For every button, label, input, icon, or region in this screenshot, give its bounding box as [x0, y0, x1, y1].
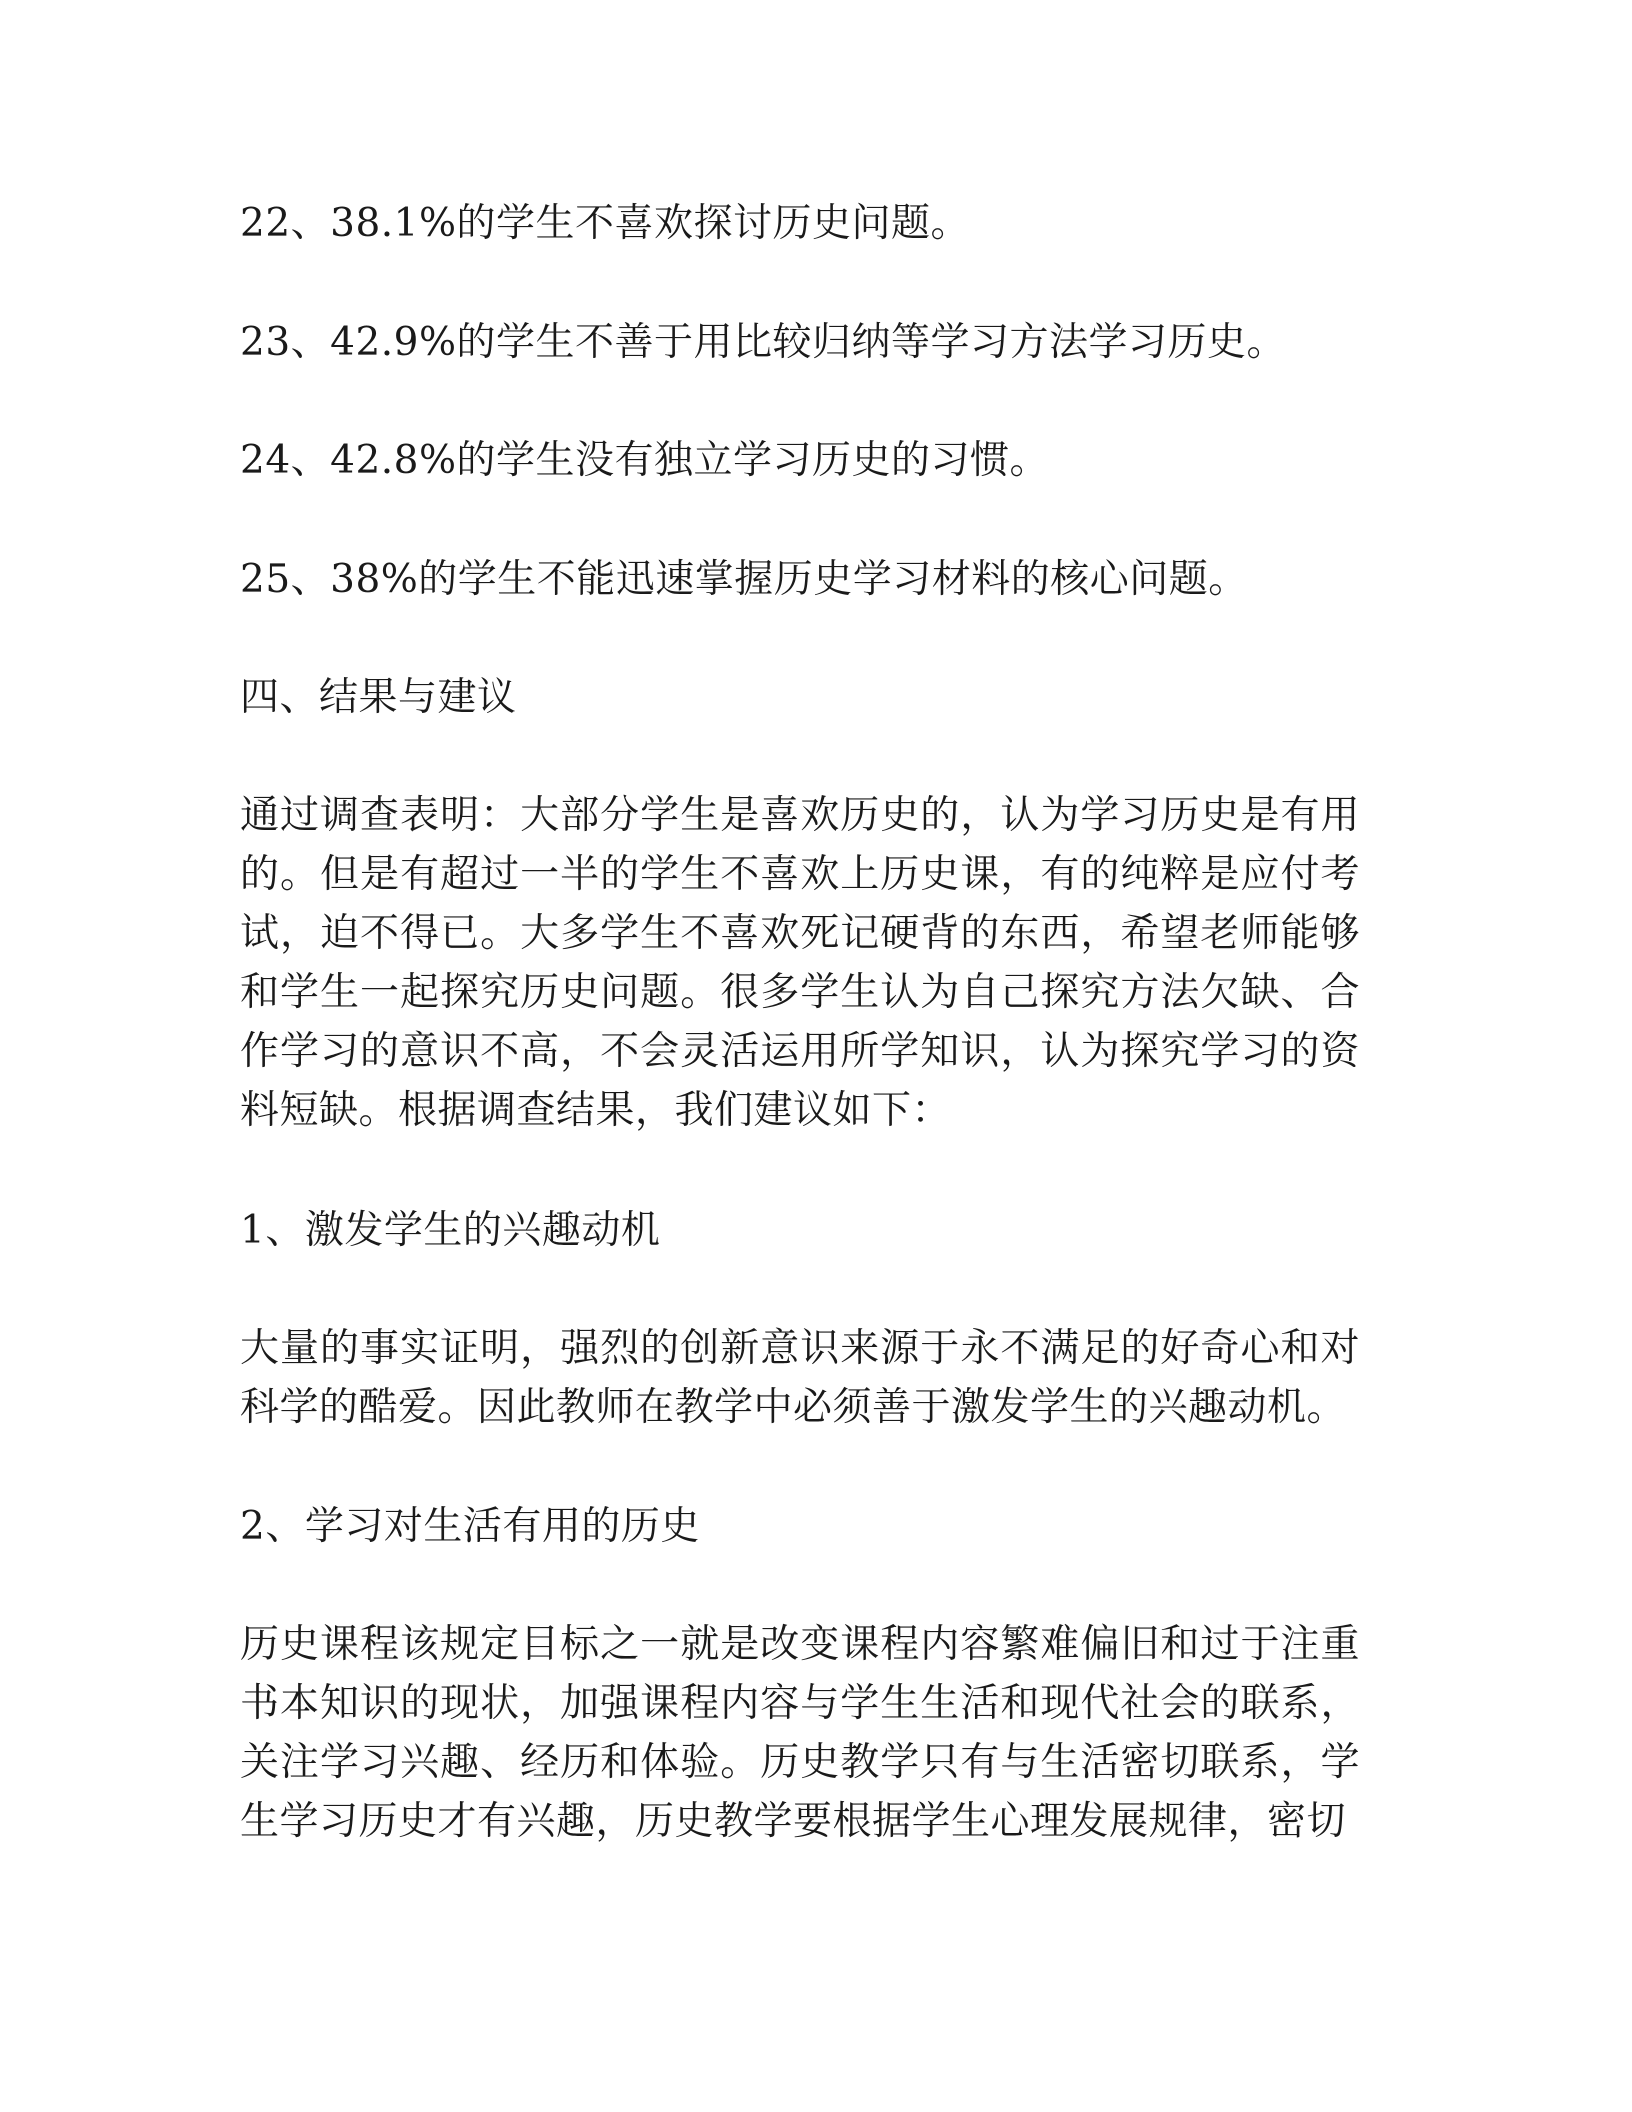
- suggestion-2-heading: 2、学习对生活有用的历史: [240, 1504, 700, 1549]
- suggestion-1-paragraph: 大量的事实证明，强烈的创新意识来源于永不满足的好奇心和对科学的酷爱。因此教师在教学中必须善于激发学生的兴趣动机。: [240, 1326, 1360, 1430]
- summary-paragraph: 通过调查表明：大部分学生是喜欢历史的，认为学习历史是有用的。但是有超过一半的学生不喜欢上历史课，有的纯粹是应付考试，迫不得已。大多学生不喜欢死记硬背的东西，希望老师能够和学生一起探究历史问题。很多学生认为自己探究方法欠缺、合作学习的意识不高，不会灵活运用所学知识，认为探究学习的资料短缺。根据调查结果，我们建议如下：: [240, 793, 1360, 1133]
- suggestion-2-paragraph: 历史课程该规定目标之一就是改变课程内容繁难偏旧和过于注重书本知识的现状，加强课程内容与学生生活和现代社会的联系，关注学习兴趣、经历和体验。历史教学只有与生活密切联系，学生学习历史才有兴趣，历史教学要根据学生心理发展规律，密切: [240, 1622, 1360, 1844]
- finding-item-22: 22、38.1%的学生不喜欢探讨历史问题。: [240, 201, 971, 246]
- section-heading: 四、结果与建议: [240, 675, 517, 720]
- finding-item-23: 23、42.9%的学生不善于用比较归纳等学习方法学习历史。: [240, 320, 1287, 365]
- finding-item-24: 24、42.8%的学生没有独立学习历史的习惯。: [240, 438, 1050, 483]
- suggestion-1-heading: 1、激发学生的兴趣动机: [240, 1208, 661, 1253]
- finding-item-25: 25、38%的学生不能迅速掌握历史学习材料的核心问题。: [240, 557, 1248, 602]
